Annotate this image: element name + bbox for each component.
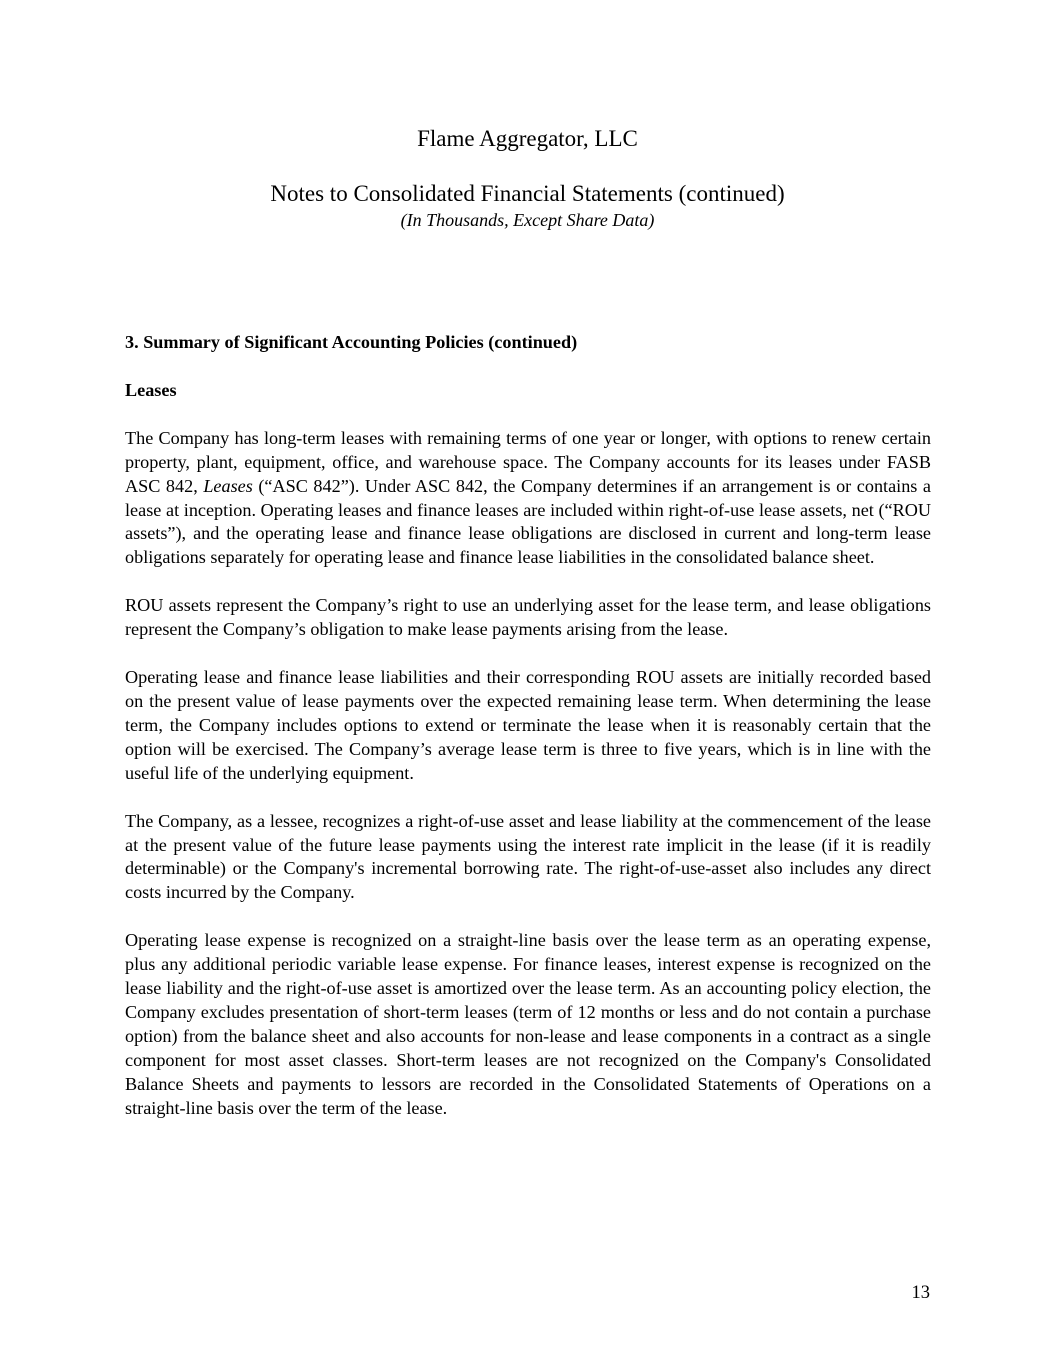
notes-title: Notes to Consolidated Financial Statements (continued): [270, 181, 785, 206]
company-name: Flame Aggregator, LLC: [417, 126, 638, 151]
paragraph-rou-assets: ROU assets represent the Company’s right to use an underlying asset for the lease term, and lease obligations represent the Company’s obligation to make lease payments arising from the lease.: [125, 595, 931, 640]
paragraph-lease-overview: [125, 427, 931, 570]
leases-heading: Leases: [125, 379, 177, 400]
paragraph-1-italic-term: Leases: [203, 475, 253, 496]
units-subtitle: (In Thousands, Except Share Data): [400, 210, 655, 230]
paragraph-lessee-recognition: The Company, as a lessee, recognizes a right-of-use asset and lease liability at the commencement of the lease at the present value of the future lease payments using the interest rate implicit in the lease (if it is readily determinable) or the Company's incremental borrowing rate. The right-of-use-asset also includes any direct costs incurred by the Company.: [125, 810, 931, 903]
paragraph-1-part-a: The Company has long-term leases with remaining terms of one year or longer, with options to renew certain property, plant, equipment, office, and warehouse space. The Company accounts for its leases under FASB ASC 842,: [125, 427, 931, 496]
paragraph-lease-liabilities: Operating lease and finance lease liabilities and their corresponding ROU assets are initially recorded based on the present value of lease payments over the expected remaining lease term. When determining the lease term, the Company includes options to extend or terminate the lease when it is reasonably certain that the option will be exercised. The Company’s average lease term is three to five years, which is in line with the useful life of the underlying equipment.: [125, 667, 931, 783]
document-body: [125, 331, 931, 1144]
page-number: 13: [911, 1283, 930, 1303]
paragraph-1-part-b: (“ASC 842”). Under ASC 842, the Company determines if an arrangement is or contains a lease at inception. Operating leases and finance leases are included within right-of-use lease assets, net (“ROU assets”), and the operating lease and finance lease obligations are disclosed in current and long-term lease obligations separately for operating lease and finance lease liabilities in the consolidated balance sheet.: [125, 475, 932, 568]
paragraph-lease-expense: Operating lease expense is recognized on a straight-line basis over the lease term as an operating expense, plus any additional periodic variable lease expense. For finance leases, interest expense is recognized on the lease liability and the right-of-use asset is amortized over the lease term. As an accounting policy election, the Company excludes presentation of short-term leases (term of 12 months or less and do not contain a purchase option) from the balance sheet and also accounts for non-lease and lease components in a contract as a single component for most asset classes. Short-term leases are not recognized on the Company's Consolidated Balance Sheets and payments to lessors are recorded in the Consolidated Statements of Operations on a straight-line basis over the term of the lease.: [125, 930, 931, 1118]
section-heading: 3. Summary of Significant Accounting Policies (continued): [125, 332, 578, 352]
